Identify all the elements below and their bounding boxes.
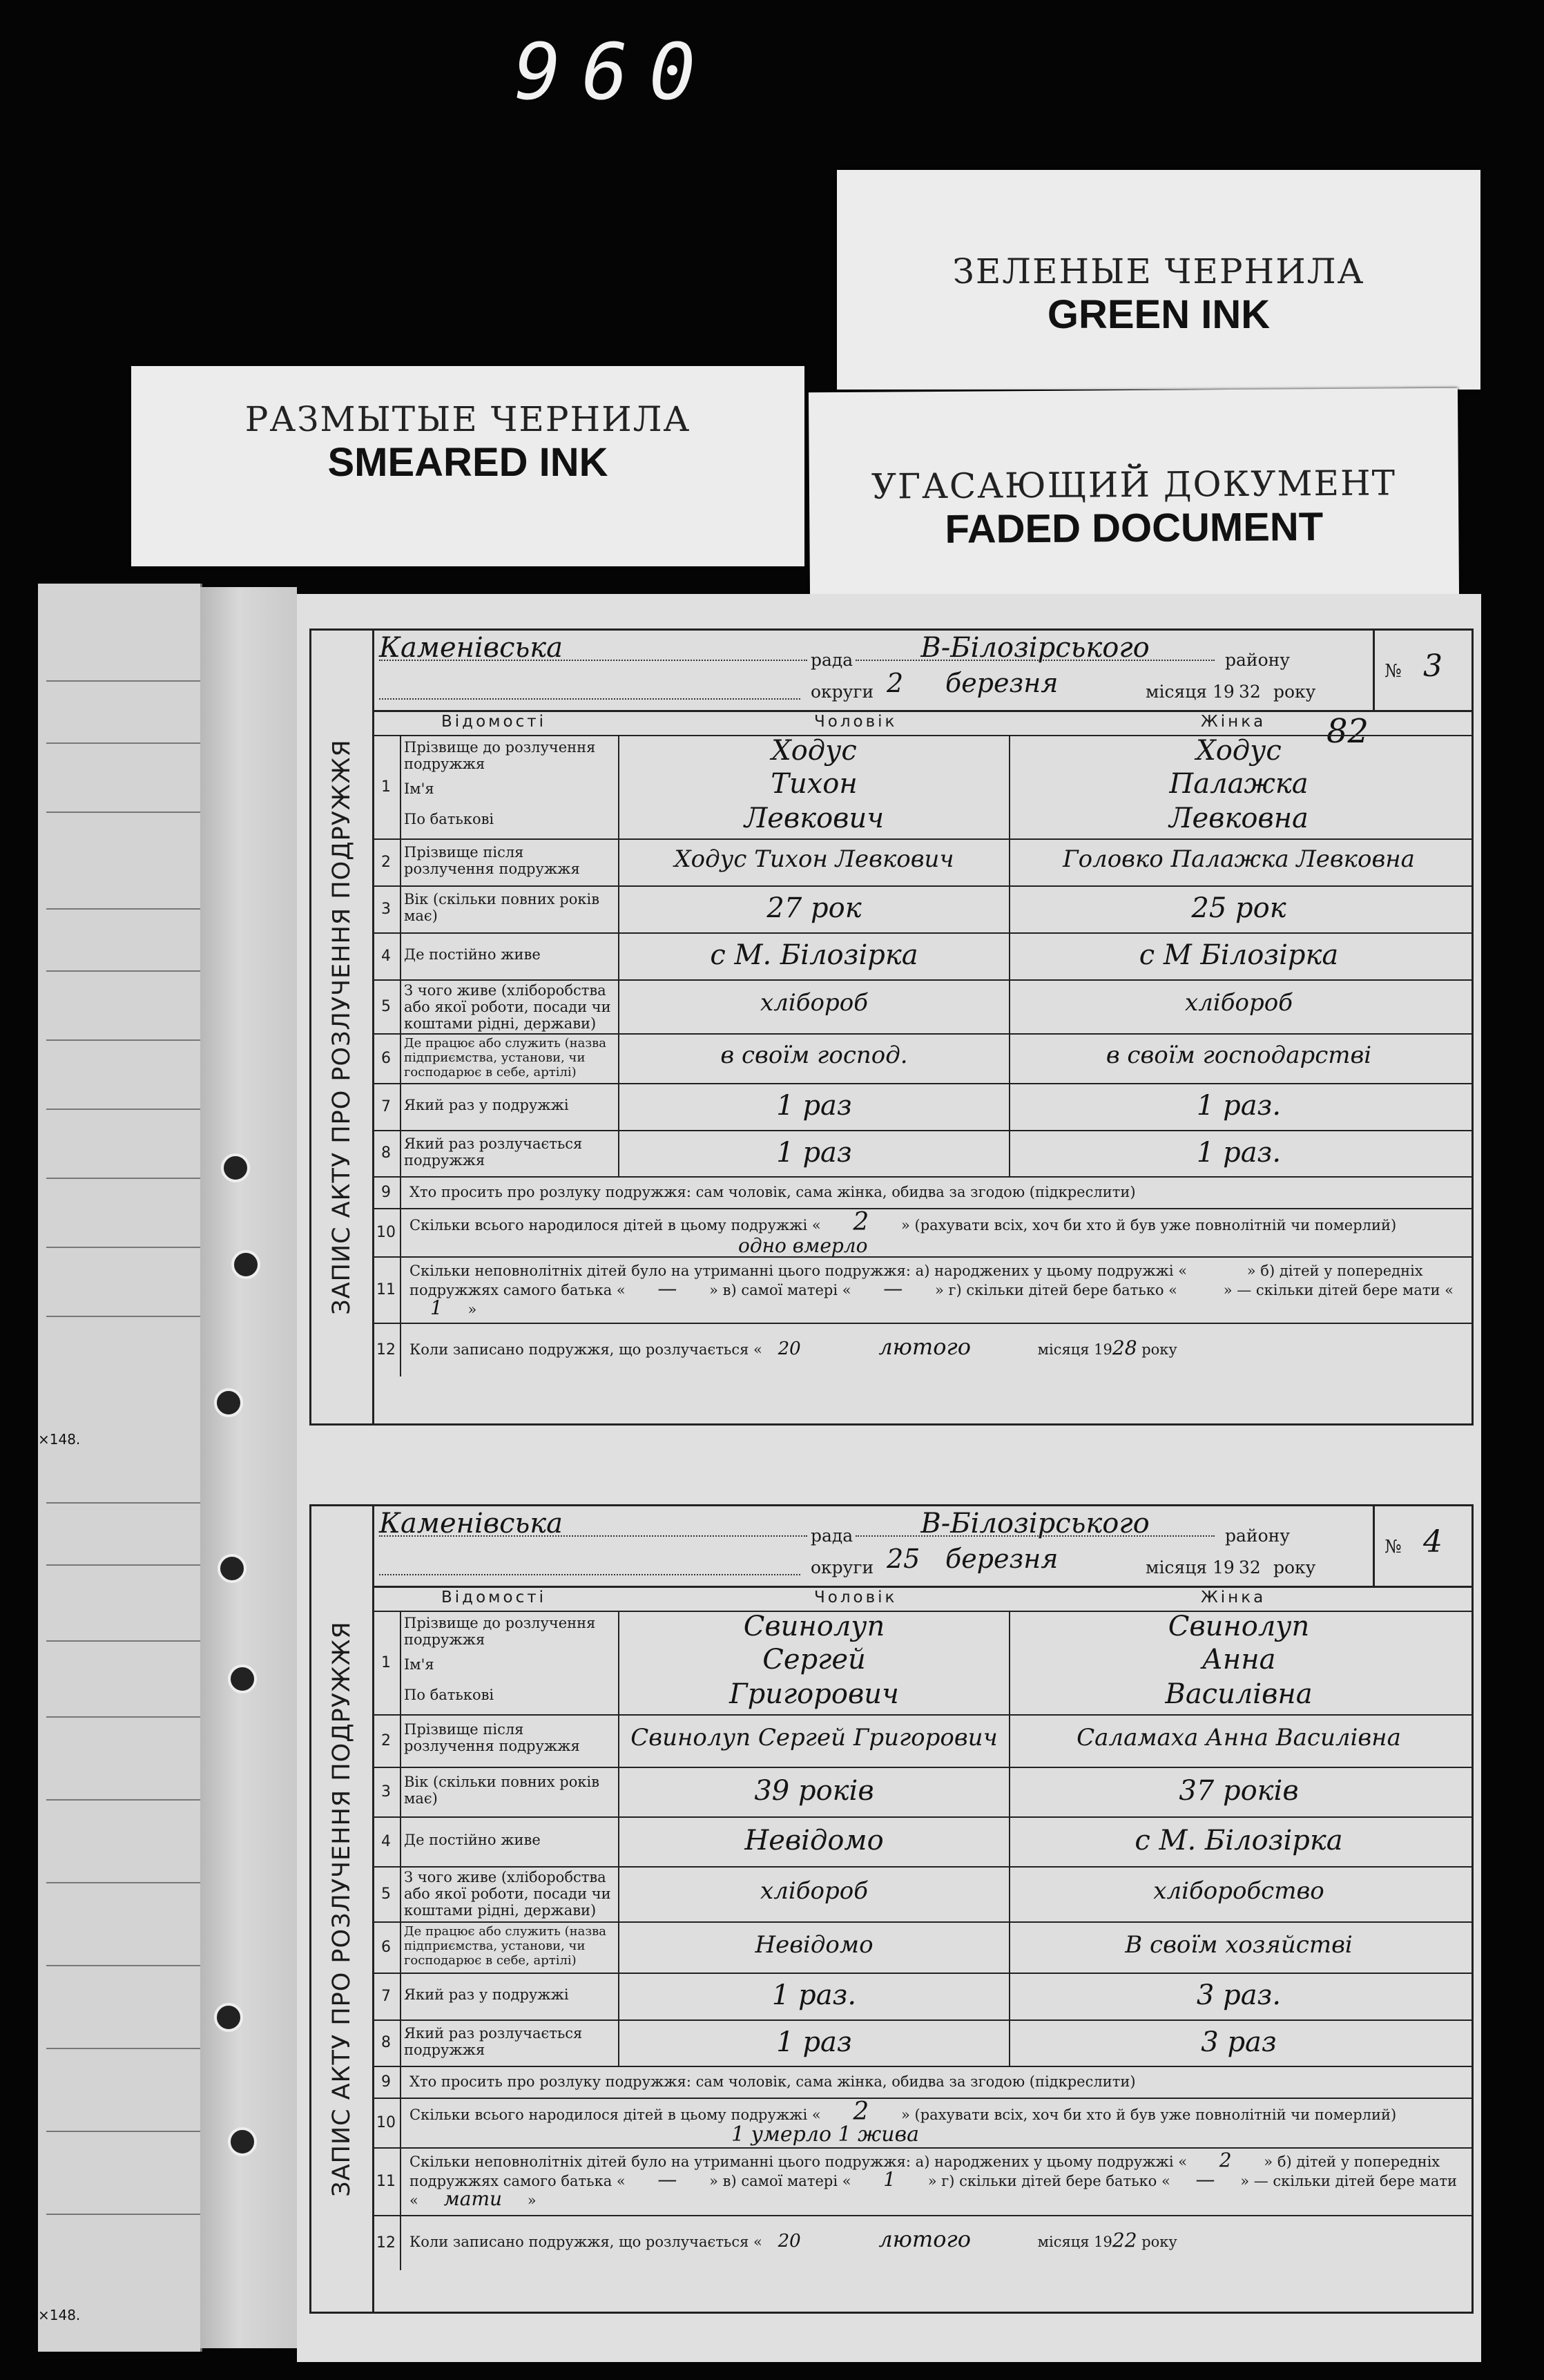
row-label: Де постійно живе — [404, 946, 541, 963]
children-11-c: — — [883, 1277, 903, 1300]
table-row — [372, 1176, 1471, 1209]
man-surname: Свинолуп — [743, 1611, 885, 1642]
row-12-month-label: місяця 19 — [1037, 2234, 1112, 2250]
left-page-rule — [46, 1039, 200, 1041]
record-number-box — [1373, 631, 1471, 710]
table-row — [372, 2019, 1471, 2067]
woman-livelihood: хліборобство — [1153, 1877, 1324, 1905]
children-11-a: 2 — [1219, 2149, 1232, 2171]
married-month: лютого — [878, 1334, 971, 1360]
row-label: Вік (скільки повних років має) — [404, 891, 600, 924]
record-year: 32 — [1239, 682, 1261, 702]
row-9-text: Хто просить про розлуку подружжя: сам чоловік, сама жінка, обидва за згодою (підкреслити) — [409, 1184, 1136, 1200]
row-11-d: » г) скільки дітей бере батько « — [927, 2173, 1170, 2189]
children-11-d — [1182, 1277, 1224, 1300]
left-page-rule — [46, 1640, 200, 1642]
woman-divorce-number: 1 раз. — [1196, 1137, 1282, 1169]
man-patronymic: Григорович — [729, 1678, 899, 1710]
row-11-e: » — скільки дітей бере мати « — [409, 2173, 1458, 2209]
row-label: Де працює або служить (назва підприємства, установи, чи господарює в себе, артілі) — [404, 1036, 607, 1079]
row-label: Який раз розлучається подружжя — [404, 2025, 583, 2058]
faded-document-label-ru: УГАСАЮЩИЙ ДОКУМЕНТ — [871, 463, 1397, 507]
row-label: Ім'я — [404, 780, 434, 797]
woman-name: Анна — [1202, 1644, 1276, 1676]
binding-hole — [231, 1250, 260, 1279]
row-number: 9 — [372, 1176, 401, 1208]
row-10-text — [409, 1208, 1467, 1236]
children-11-b: — — [657, 2168, 677, 2191]
form-header — [372, 631, 1471, 712]
woman-residence: с М. Білозірка — [1135, 1825, 1343, 1856]
row-label: Прізвище до розлучення подружжя — [404, 1615, 596, 1648]
row-10-prefix: Скільки всього народилося дітей в цьому подружжі « — [409, 2107, 821, 2123]
row-label: Ім'я — [404, 1656, 434, 1673]
row-number: 4 — [372, 1816, 401, 1866]
children-11-c: 1 — [883, 2168, 896, 2191]
month-label: місяця 19 — [1146, 682, 1235, 702]
woman-patronymic: Василівна — [1165, 1678, 1313, 1710]
column-headers — [372, 1586, 1471, 1612]
table-row — [372, 2147, 1471, 2216]
row-12-text — [409, 2226, 1467, 2252]
table-row — [372, 979, 1471, 1035]
binding-hole — [214, 1388, 243, 1417]
row-11-e: » — скільки дітей бере мати « — [1223, 1282, 1454, 1298]
col-info-header: Відомості — [441, 1589, 546, 1606]
left-page-rule — [46, 742, 200, 744]
divorce-record-form — [309, 628, 1474, 1426]
left-page-rule — [46, 1882, 200, 1883]
row-12-prefix: Коли записано подружжя, що розлучається « — [409, 1341, 762, 1358]
left-page-rule — [46, 1502, 200, 1504]
binding-hole — [228, 2127, 257, 2156]
raion-value: В-Білозірського — [856, 1508, 1215, 1537]
binding-spine — [200, 587, 297, 2348]
table-row — [372, 932, 1471, 981]
table-row — [372, 2215, 1471, 2270]
married-day: 20 — [778, 1338, 801, 1359]
married-year: 22 — [1112, 2229, 1137, 2252]
row-number: 10 — [372, 1208, 401, 1256]
woman-surname: Свинолуп — [1168, 1611, 1310, 1642]
row-number: 9 — [372, 2066, 401, 2098]
children-total: 2 — [853, 1208, 869, 1236]
row-number: 1 — [372, 735, 401, 838]
row-11-text — [409, 2151, 1467, 2209]
man-workplace: Невідомо — [755, 1931, 874, 1959]
row-label: Де постійно живе — [404, 1832, 541, 1848]
man-divorce-number: 1 раз — [776, 2026, 852, 2058]
faded-document-label — [809, 388, 1459, 600]
row-number: 7 — [372, 1973, 401, 2019]
green-ink-label-en: GREEN INK — [1047, 292, 1271, 337]
table-row — [372, 1323, 1471, 1376]
divorce-record-form — [309, 1504, 1474, 2314]
form-header — [372, 1506, 1471, 1588]
man-age: 39 років — [754, 1775, 874, 1807]
table-row — [372, 1767, 1471, 1818]
left-page-mark: ×148. — [38, 2307, 81, 2323]
row-label: Вік (скільки повних років має) — [404, 1774, 600, 1807]
form-side-title-text: ЗАПИС АКТУ ПРО РОЗЛУЧЕННЯ ПОДРУЖЖЯ — [328, 1621, 356, 2197]
woman-patronymic: Левковна — [1169, 803, 1309, 834]
man-livelihood: хлібороб — [760, 1877, 868, 1905]
woman-age: 25 рок — [1191, 892, 1286, 924]
married-month: лютого — [878, 2226, 971, 2252]
row-number: 10 — [372, 2098, 401, 2147]
row-11-c: » в) самої матері « — [709, 2173, 851, 2189]
woman-marriage-number: 3 раз. — [1196, 1979, 1282, 2011]
binding-hole — [218, 1554, 247, 1583]
left-page-rule — [46, 812, 200, 813]
children-11-d: — — [1195, 2168, 1215, 2191]
rada-label: рада — [811, 650, 853, 670]
col-woman-header: Жінка — [1201, 713, 1266, 731]
man-name: Сергей — [762, 1644, 866, 1676]
row-12-prefix: Коли записано подружжя, що розлучається « — [409, 2234, 762, 2250]
married-day: 20 — [778, 2231, 801, 2252]
record-number-box — [1373, 1506, 1471, 1586]
man-patronymic: Левкович — [744, 803, 885, 834]
row-label: Де працює або служить (назва підприємства, установи, чи господарює в себе, артілі) — [404, 1924, 607, 1968]
okrug-value — [379, 671, 800, 700]
man-residence: Невідомо — [744, 1825, 884, 1856]
woman-surname-after: Саламаха Анна Василівна — [1077, 1724, 1401, 1752]
man-surname-after: Свинолуп Сергей Григорович — [630, 1724, 998, 1752]
month-label: місяця 19 — [1146, 1557, 1235, 1577]
binding-hole — [221, 1153, 250, 1182]
record-number: 4 — [1423, 1524, 1442, 1560]
col-info-header: Відомості — [441, 713, 546, 731]
binding-hole — [214, 2003, 243, 2032]
row-11-f: » — [467, 1301, 477, 1318]
form-side-title-text: ЗАПИС АКТУ ПРО РОЗЛУЧЕННЯ ПОДРУЖЖЯ — [328, 739, 356, 1315]
table-row — [372, 1083, 1471, 1131]
col-man-header: Чоловік — [814, 1589, 898, 1606]
row-number: 6 — [372, 1921, 401, 1973]
man-workplace: в своїм господ. — [720, 1042, 908, 1069]
row-label: Прізвище після розлучення подружжя — [404, 844, 580, 877]
woman-surname: Ходус — [1196, 735, 1282, 767]
row-number: 7 — [372, 1083, 401, 1130]
row-11-b: » б) дітей у попередніх подружжях самого батька « — [409, 1263, 1423, 1298]
table-row — [372, 1256, 1471, 1324]
table-row — [372, 735, 1471, 840]
row-number: 5 — [372, 1866, 401, 1921]
left-page-rule — [46, 1965, 200, 1966]
row-11-b: » б) дітей у попередніх подружжях самого батька « — [409, 2153, 1440, 2189]
green-ink-label-ru: ЗЕЛЕНЫЕ ЧЕРНИЛА — [952, 251, 1365, 291]
table-row — [372, 1130, 1471, 1178]
record-day: 25 — [887, 1544, 920, 1574]
record-month: березня — [945, 1544, 1059, 1574]
row-number: 5 — [372, 979, 401, 1033]
row-label: Який раз у подружжі — [404, 1986, 569, 2003]
man-name: Тихон — [771, 768, 858, 800]
row-number: 8 — [372, 2019, 401, 2066]
row-10-prefix: Скільки всього народилося дітей в цьому подружжі « — [409, 1217, 821, 1234]
row-number: 3 — [372, 1767, 401, 1816]
row-label: З чого живе (хліборобства або якої роботи, посади чи коштами рідні, держави) — [404, 1869, 611, 1919]
margin-note: 82 — [1326, 712, 1369, 751]
man-residence: с М. Білозірка — [710, 939, 918, 971]
man-marriage-number: 1 раз. — [771, 1979, 857, 2011]
row-9-text: Хто просить про розлуку подружжя: сам чоловік, сама жінка, обидва за згодою (підкреслити) — [409, 2073, 1136, 2090]
row-10-suffix: » (рахувати всіх, хоч би хто й був уже повнолітній чи померлий) — [901, 1217, 1397, 1234]
row-10-text — [409, 2098, 1467, 2126]
row-12-year-label: року — [1141, 2234, 1177, 2250]
rada-label: рада — [811, 1526, 853, 1546]
row-label: Який раз у подружжі — [404, 1097, 569, 1113]
man-divorce-number: 1 раз — [776, 1137, 852, 1169]
raion-value: В-Білозірського — [856, 632, 1215, 661]
row-11-text — [409, 1260, 1467, 1318]
okrug-label: округи — [811, 1557, 874, 1577]
row-label: Прізвище після розлучення подружжя — [404, 1721, 580, 1754]
woman-workplace: в своїм господарстві — [1106, 1042, 1372, 1069]
table-row — [372, 2098, 1471, 2149]
row-number: 4 — [372, 932, 401, 979]
row-number: 3 — [372, 885, 401, 932]
children-total: 2 — [853, 2098, 869, 2126]
row-number: 11 — [372, 2147, 401, 2215]
row-12-month-label: місяця 19 — [1037, 1341, 1112, 1358]
table-row — [372, 838, 1471, 887]
row-11-a: Скільки неповнолітніх дітей було на утриманні цього подружжя: а) народжених у цьому подружжі « — [409, 1263, 1188, 1279]
row-number: 6 — [372, 1033, 401, 1083]
left-page-rule — [46, 1247, 200, 1248]
man-age: 27 рок — [766, 892, 862, 924]
left-page-rule — [46, 970, 200, 972]
smeared-ink-label — [131, 366, 804, 566]
table-row — [372, 1714, 1471, 1768]
rada-value: Каменівська — [379, 1508, 807, 1537]
left-page-rule — [46, 1799, 200, 1801]
faded-document-label-en: FADED DOCUMENT — [945, 504, 1324, 552]
left-page-rule — [46, 1178, 200, 1179]
woman-name: Палажка — [1169, 768, 1309, 800]
raion-label: району — [1225, 1526, 1290, 1546]
binding-hole — [228, 1664, 257, 1693]
row-number: 11 — [372, 1256, 401, 1323]
row-number: 2 — [372, 838, 401, 885]
left-page-rule — [46, 1716, 200, 1718]
left-page-rule — [46, 1316, 200, 1317]
row-12-text — [409, 1334, 1467, 1360]
column-headers — [372, 710, 1471, 736]
frame-number: 960 — [514, 28, 717, 117]
record-month: березня — [945, 668, 1059, 698]
woman-divorce-number: 3 раз — [1201, 2026, 1277, 2058]
year-label: року — [1273, 682, 1316, 702]
okrug-value — [379, 1546, 800, 1575]
children-note: одно вмерло — [738, 1234, 868, 1257]
table-row — [372, 1033, 1471, 1084]
children-note: 1 умерло 1 жива — [731, 2122, 919, 2147]
man-surname: Ходус — [771, 735, 857, 767]
woman-livelihood: хлібороб — [1185, 989, 1293, 1017]
record-day: 2 — [887, 668, 904, 698]
smeared-ink-label-ru: РАЗМЫТЫЕ ЧЕРНИЛА — [244, 399, 691, 439]
table-row — [372, 1866, 1471, 1923]
row-label: По батькові — [404, 1687, 494, 1703]
raion-label: району — [1225, 650, 1290, 670]
man-surname-after: Ходус Тихон Левкович — [674, 845, 954, 873]
left-page-rule — [46, 2131, 200, 2132]
left-page-rule — [46, 1564, 200, 1566]
table-row — [372, 1611, 1471, 1716]
left-page-rule — [46, 908, 200, 910]
green-ink-label — [837, 170, 1480, 390]
row-number: 12 — [372, 1323, 401, 1376]
woman-marriage-number: 1 раз. — [1196, 1090, 1282, 1122]
left-page-rule — [46, 2048, 200, 2049]
row-number: 8 — [372, 1130, 401, 1176]
rada-value: Каменівська — [379, 632, 807, 661]
table-row — [372, 885, 1471, 934]
record-year: 32 — [1239, 1557, 1261, 1577]
row-number: 2 — [372, 1714, 401, 1767]
table-row — [372, 2066, 1471, 2099]
form-side-title — [311, 1506, 374, 2312]
left-page-rule — [46, 2214, 200, 2215]
children-11-e: 1 — [430, 1296, 443, 1319]
row-11-a: Скільки неповнолітніх дітей було на утриманні цього подружжя: а) народжених у цьому подружжі « — [409, 2153, 1188, 2170]
table-row — [372, 1208, 1471, 1258]
left-page-edge — [38, 584, 202, 2352]
row-label: Прізвище до розлучення подружжя — [404, 739, 596, 772]
woman-surname-after: Головко Палажка Левковна — [1063, 845, 1415, 873]
man-marriage-number: 1 раз — [776, 1090, 852, 1122]
table-row — [372, 1921, 1471, 1974]
record-number: 3 — [1423, 649, 1442, 684]
number-sign: № — [1384, 661, 1402, 682]
row-11-d: » г) скільки дітей бере батько « — [934, 1282, 1177, 1298]
row-label: По батькові — [404, 811, 494, 827]
row-12-year-label: року — [1141, 1341, 1177, 1358]
man-livelihood: хлібороб — [760, 989, 868, 1017]
col-woman-header: Жінка — [1201, 1589, 1266, 1606]
left-page-mark: ×148. — [38, 1431, 81, 1448]
woman-residence: с М Білозірка — [1139, 939, 1339, 971]
left-page-rule — [46, 680, 200, 682]
form-side-title — [311, 631, 374, 1423]
married-year: 28 — [1112, 1336, 1137, 1359]
col-man-header: Чоловік — [814, 713, 898, 731]
children-11-e: мати — [443, 2187, 503, 2210]
year-label: року — [1273, 1557, 1316, 1577]
woman-age: 37 років — [1179, 1775, 1299, 1807]
table-row — [372, 1816, 1471, 1868]
row-10-suffix: » (рахувати всіх, хоч би хто й був уже повнолітній чи померлий) — [901, 2107, 1397, 2123]
children-11-b: — — [657, 1277, 677, 1300]
row-label: Який раз розлучається подружжя — [404, 1135, 583, 1169]
woman-workplace: В своїм хозяйстві — [1125, 1931, 1353, 1959]
row-number: 1 — [372, 1611, 401, 1714]
table-row — [372, 1973, 1471, 2021]
row-number: 12 — [372, 2215, 401, 2270]
okrug-label: округи — [811, 682, 874, 702]
smeared-ink-label-en: SMEARED INK — [327, 440, 608, 485]
left-page-rule — [46, 1109, 200, 1110]
row-11-f: » — [527, 2192, 537, 2209]
row-11-c: » в) самої матері « — [709, 1282, 851, 1298]
number-sign: № — [1384, 1537, 1402, 1557]
row-label: З чого живе (хліборобства або якої роботи, посади чи коштами рідні, держави) — [404, 982, 611, 1032]
